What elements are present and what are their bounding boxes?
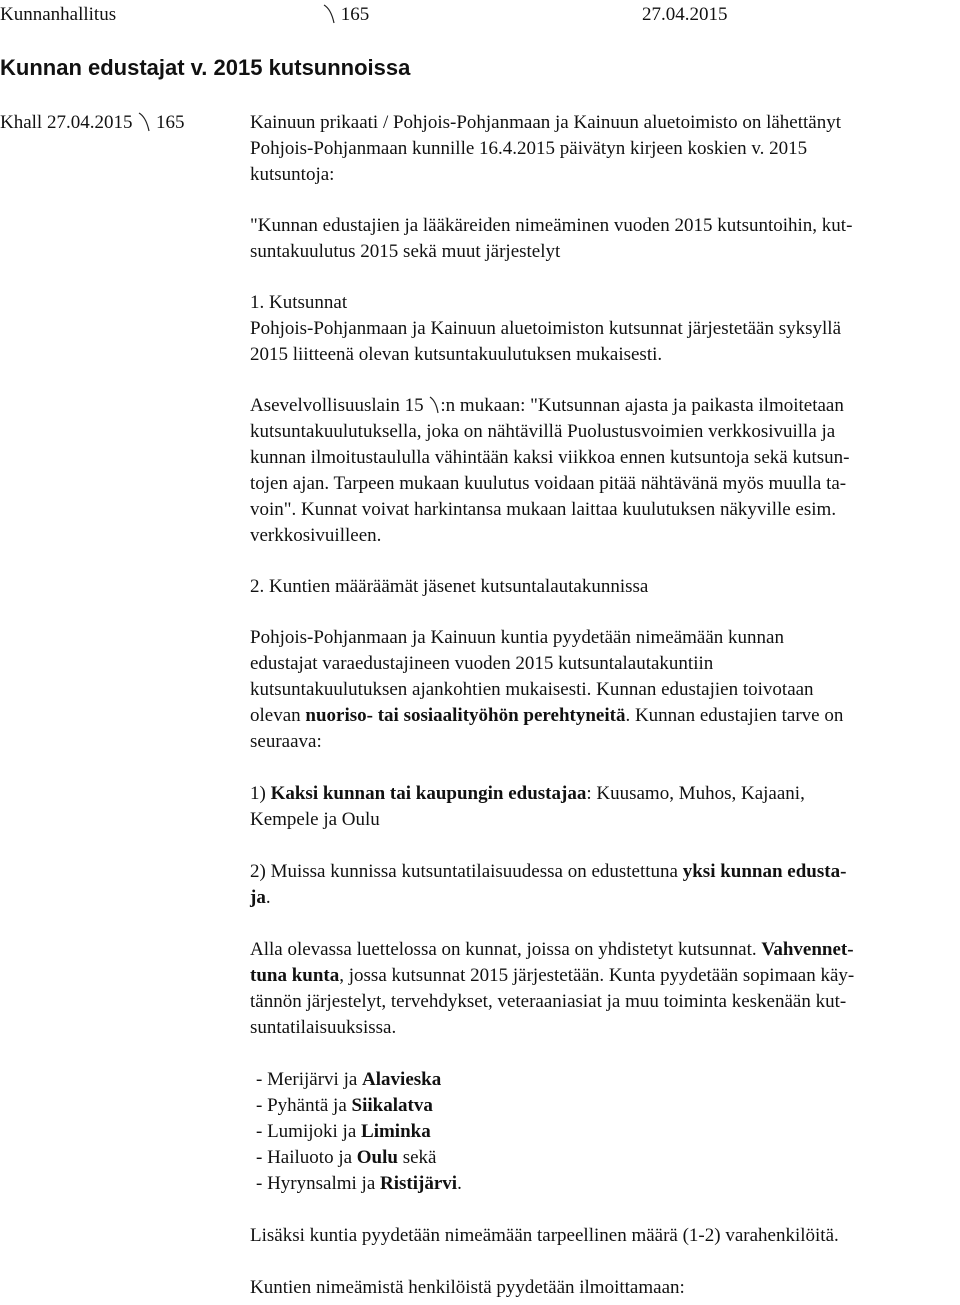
intro-line: Pohjois-Pohjanmaan kunnille 16.4.2015 päivätyn kirjeen koskien v. 2015 <box>250 138 808 159</box>
list-intro-line: tännön järjestelyt, tervehdykset, veteraaniasiat ja muu toiminta keskenään kut- <box>250 991 847 1012</box>
municipality-list <box>250 1067 960 1197</box>
list-item: - Lumijoki ja Liminka <box>256 1121 431 1142</box>
item2-line: seuraava: <box>250 731 322 752</box>
need1-line: Kempele ja Oulu <box>250 809 380 830</box>
section-ref-number: 165 <box>155 112 185 133</box>
law-line: Asevelvollisuuslain 15 :n mukaan: "Kutsunnan ajasta ja paikasta ilmoitetaan <box>250 395 844 416</box>
emphasis: Kaksi kunnan tai kaupungin edustajaa <box>270 783 587 804</box>
list-intro-line: tuna kunta, jossa kutsunnat 2015 järjestetään. Kunta pyydetään sopimaan käy- <box>250 965 855 986</box>
section-sign-icon <box>429 395 439 415</box>
need1-line: 1) Kaksi kunnan tai kaupungin edustajaa: Kuusamo, Muhos, Kajaani, <box>250 783 805 804</box>
law-line: voin". Kunnat voivat harkintansa mukaan laittaa kuulutuksen näkyville esim. <box>250 499 837 520</box>
section-ref-prefix: Khall 27.04.2015 <box>0 112 133 133</box>
law-line: tojen ajan. Tarpeen mukaan kuulutus voidaan pitää nähtävänä myös muulla ta- <box>250 473 847 494</box>
item2-line: edustajat varaedustajineen vuoden 2015 kutsuntalautakuntiin <box>250 653 714 674</box>
emphasis: yksi kunnan edusta- <box>682 861 847 882</box>
item1-line: 2015 liitteenä olevan kutsuntakuulutuksen mukaisesti. <box>250 344 663 365</box>
document-body <box>250 110 960 1301</box>
quote-line: suntakuulutus 2015 sekä muut järjestelyt <box>250 241 561 262</box>
section-sign-icon <box>322 3 336 25</box>
page-title: Kunnan edustajat v. 2015 kutsunnoissa <box>0 55 411 80</box>
list-item: - Hailuoto ja Oulu sekä <box>256 1147 437 1168</box>
list-item: - Hyrynsalmi ja Ristijärvi. <box>256 1173 462 1194</box>
item1-line: Pohjois-Pohjanmaan ja Kainuun aluetoimiston kutsunnat järjestetään syksyllä <box>250 318 842 339</box>
item2-line: olevan nuoriso- tai sosiaalityöhön perehtyneitä. Kunnan edustajien tarve on <box>250 705 844 726</box>
section-reference <box>0 110 184 136</box>
list-intro-line: Alla olevassa luettelossa on kunnat, joissa on yhdistetyt kutsunnat. Vahvennet- <box>250 939 854 960</box>
header-date: 27.04.2015 <box>642 4 728 25</box>
law-line: kunnan ilmoitustaululla vähintään kaksi viikkoa ennen kutsuntoja sekä kutsun- <box>250 447 850 468</box>
emphasis: Vahvennet- <box>761 939 854 960</box>
header-section <box>322 2 369 28</box>
need2-line: 2) Muissa kunnissa kutsuntatilaisuudessa on edustettuna yksi kunnan edusta- <box>250 861 847 882</box>
quote-line: "Kunnan edustajien ja lääkäreiden nimeäminen vuoden 2015 kutsuntoihin, kut- <box>250 215 853 236</box>
emphasis: ja <box>250 887 266 908</box>
need2-line: ja. <box>250 887 271 908</box>
emphasis: nuoriso- tai sosiaalityöhön perehtyneitä <box>305 705 626 726</box>
header-section-number: 165 <box>340 4 370 25</box>
list-intro-line: suntatilaisuuksissa. <box>250 1017 397 1038</box>
intro-line: kutsuntoja: <box>250 164 335 185</box>
item2-line: kutsuntakuulutuksen ajankohtien mukaisesti. Kunnan edustajien toivotaan <box>250 679 814 700</box>
intro-line: Kainuun prikaati / Pohjois-Pohjanmaan ja Kainuun aluetoimisto on lähettänyt <box>250 112 842 133</box>
substitutes-line: Lisäksi kuntia pyydetään nimeämään tarpeellinen määrä (1-2) varahenkilöitä. <box>250 1225 839 1246</box>
item1-heading: 1. Kutsunnat <box>250 292 348 313</box>
report-line: Kuntien nimeämistä henkilöistä pyydetään ilmoittamaan: <box>250 1277 685 1298</box>
list-item: - Pyhäntä ja Siikalatva <box>256 1095 433 1116</box>
section-sign-icon <box>137 111 151 133</box>
law-line: verkkosivuilleen. <box>250 525 382 546</box>
item2-heading: 2. Kuntien määräämät jäsenet kutsuntalautakunnissa <box>250 576 649 597</box>
list-item: - Merijärvi ja Alavieska <box>256 1069 442 1090</box>
item2-line: Pohjois-Pohjanmaan ja Kainuun kuntia pyydetään nimeämään kunnan <box>250 627 784 648</box>
header-org: Kunnanhallitus <box>0 4 117 25</box>
emphasis: tuna kunta <box>250 965 340 986</box>
law-line: kutsuntakuulutuksella, joka on nähtävillä Puolustusvoimien verkkosivuilla ja <box>250 421 836 442</box>
